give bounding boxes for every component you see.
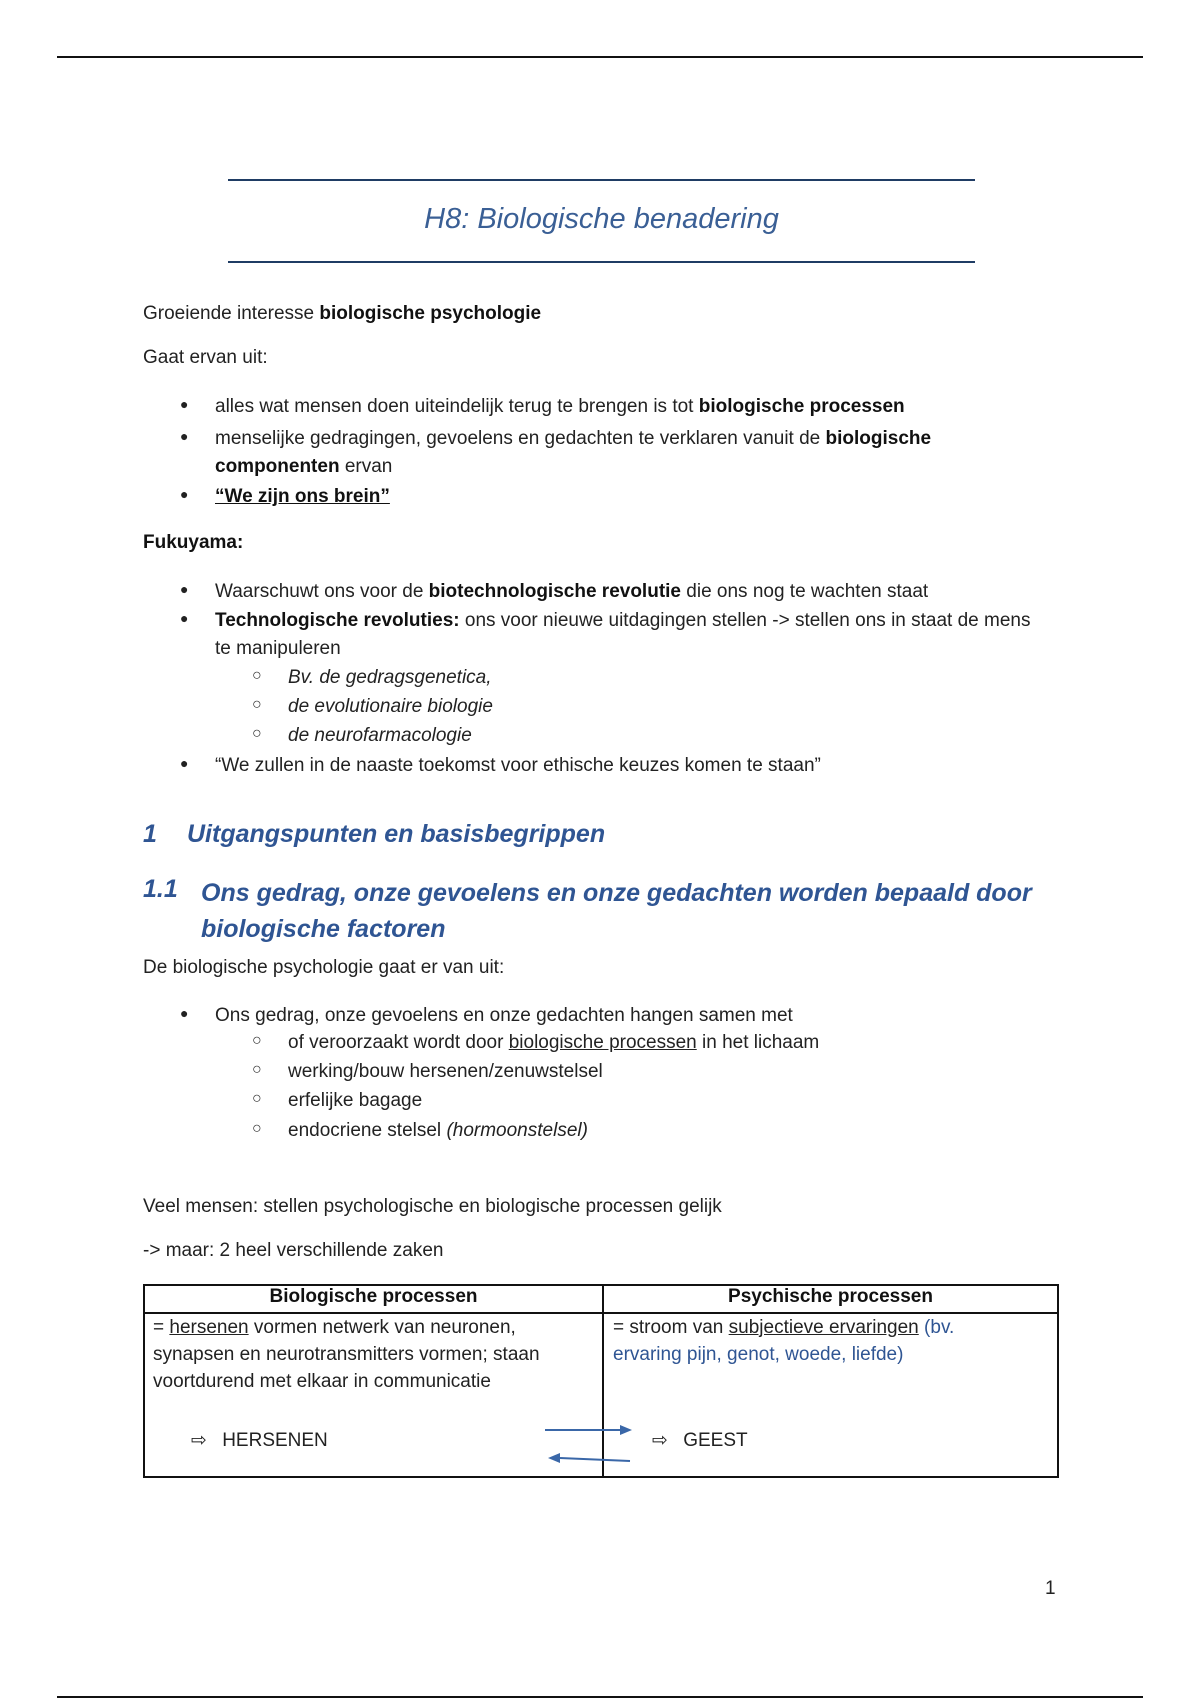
bidirectional-arrows-icon — [540, 1418, 640, 1468]
section-heading-1: 1 — [143, 820, 157, 848]
section-heading-1-1: 1.1 — [143, 875, 178, 903]
bullet-icon: ● — [180, 428, 189, 444]
bullet-icon: ● — [180, 1005, 189, 1021]
arrow-right-head — [620, 1425, 632, 1435]
arrow-right-icon: ⇨ — [652, 1430, 668, 1451]
fukuyama-heading: Fukuyama: — [143, 532, 244, 553]
title-bottom-rule — [228, 261, 975, 263]
circle-bullet-icon: ○ — [252, 1061, 262, 1078]
circle-bullet-icon: ○ — [252, 667, 262, 684]
arrow-right-icon: ⇨ — [191, 1430, 207, 1451]
bullet-icon: ● — [180, 610, 189, 626]
bullet-icon: ● — [180, 396, 189, 412]
section-title-1: Uitgangspunten en basisbegrippen — [187, 820, 606, 848]
table-header-biological: Biologische processen — [144, 1285, 603, 1313]
intro-line-2: Gaat ervan uit: — [143, 347, 268, 368]
bullet-icon: ● — [180, 486, 189, 502]
page-number: 1 — [1045, 1578, 1056, 1599]
page-title: H8: Biologische benadering — [424, 203, 779, 235]
circle-bullet-icon: ○ — [252, 1032, 262, 1049]
bottom-rule — [57, 1696, 1143, 1698]
section-title-1-1: Ons gedrag, onze gevoelens en onze gedachten worden bepaald door biologische factoren — [201, 879, 1032, 943]
bio-intro: De biologische psychologie gaat er van uit: — [143, 957, 505, 978]
circle-bullet-icon: ○ — [252, 1090, 262, 1107]
intro-line-1: Groeiende interesse biologische psychologie — [143, 303, 542, 324]
arrow-left-head — [548, 1453, 560, 1463]
title-top-rule — [228, 179, 975, 181]
table-cell-biological: = hersenen vormen netwerk van neuronen, synapsen en neurotransmitters vormen; staan voortdurend met elkaar in communicatie ⇨ HERSENEN — [144, 1313, 603, 1477]
circle-bullet-icon: ○ — [252, 725, 262, 742]
arrow-left-line — [560, 1458, 630, 1461]
compare-line-2: -> maar: 2 heel verschillende zaken — [143, 1240, 444, 1261]
circle-bullet-icon: ○ — [252, 1120, 262, 1137]
table-cell-psychic: = stroom van subjectieve ervaringen (bv. ervaring pijn, genot, woede, liefde) ⇨ GEEST — [603, 1313, 1058, 1477]
bullet-icon: ● — [180, 755, 189, 771]
bullet-icon: ● — [180, 581, 189, 597]
top-rule — [57, 56, 1143, 58]
compare-line-1: Veel mensen: stellen psychologische en biologische processen gelijk — [143, 1196, 722, 1217]
table-header-psychic: Psychische processen — [603, 1285, 1058, 1313]
circle-bullet-icon: ○ — [252, 696, 262, 713]
